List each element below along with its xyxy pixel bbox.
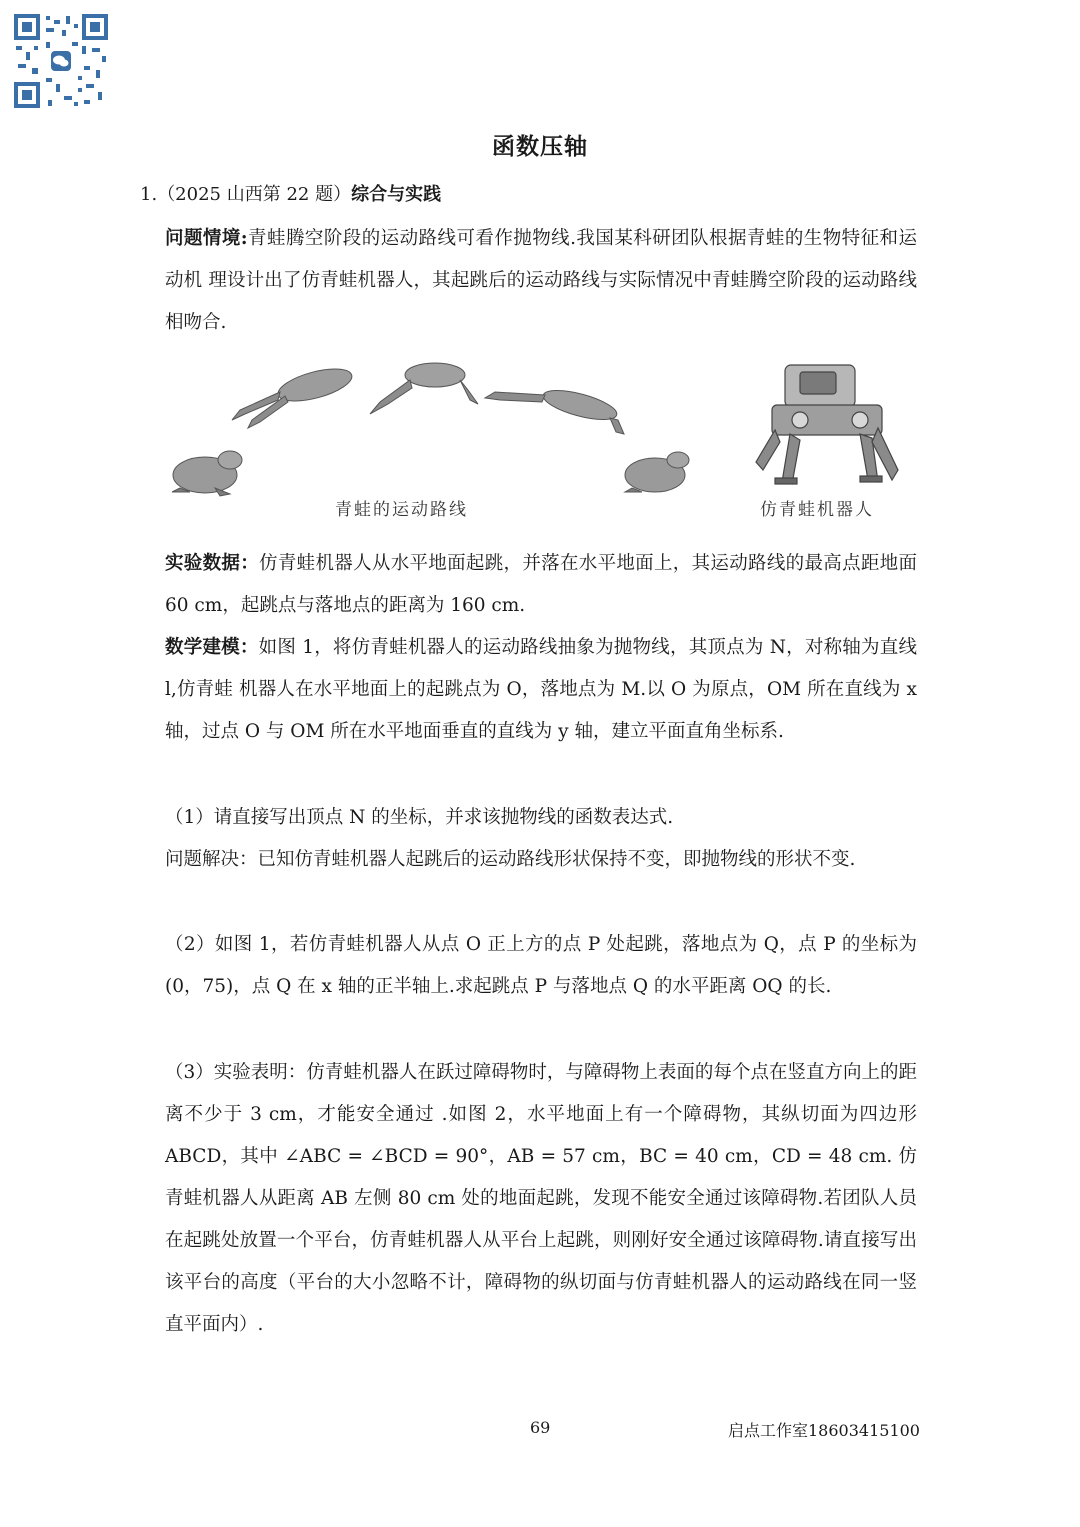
situation-label: 问题情境: [165,228,248,249]
situation-text: 青蛙腾空阶段的运动路线可看作抛物线.我国某科研团队根据青蛙的生物特征和运动机 理设计出了仿青蛙机器人，其起跳后的运动路线与实际情况中青蛙腾空阶段的运动路线相吻合. [165,228,917,333]
page-number: 69 [530,1418,551,1437]
figure-caption-frog: 青蛙的运动路线 [335,500,468,520]
frog-robot-figure [160,350,920,530]
modeling-paragraph [165,627,917,753]
modeling-text: 如图 1，将仿青蛙机器人的运动路线抽象为抛物线，其顶点为 N，对称轴为直线 l,仿青蛙 机器人在水平地面上的起跳点为 O，落地点为 M.以 O 为原点，OM 所在直线为 x 轴，过点 O 与 OM 所在水平地面垂直的直线为 y 轴，建立平面直角坐标系. [165,637,917,742]
situation-paragraph [165,218,917,344]
page-title: 函数压轴 [492,133,588,160]
robot-frog-icon [756,365,898,484]
figure-caption-robot: 仿青蛙机器人 [760,500,874,520]
problem-number: 1. [140,184,158,205]
modeling-label: 数学建模： [165,637,259,658]
question-2: （2）如图 1，若仿青蛙机器人从点 O 正上方的点 P 处起跳，落地点为 Q，点 P 的坐标为(0，75)，点 Q 在 x 轴的正半轴上.求起跳点 P 与落地点 Q 的水平距离 OQ 的长. [165,934,917,997]
resolve-paragraph: 问题解决：已知仿青蛙机器人起跳后的运动路线形状保持不变，即抛物线的形状不变. [165,849,856,870]
problem-header [140,180,441,210]
qr-code-image [12,12,110,110]
question-1: （1）请直接写出顶点 N 的坐标，并求该抛物线的函数表达式. [165,807,674,828]
studio-contact: 启点工作室18603415100 [728,1421,920,1440]
data-paragraph [165,543,917,627]
problem-source: （2025 山西第 22 题） [157,184,352,205]
question-3: （3）实验表明：仿青蛙机器人在跃过障碍物时，与障碍物上表面的每个点在竖直方向上的距离不少于 3 cm，才能安全通过 .如图 2，水平地面上有一个障碍物，其纵切面为四边形 ABCD，其中 ∠ABC = ∠BCD = 90°，AB = 57 cm，BC = 40 cm，CD = 48 cm. 仿青蛙机器人从距离 AB 左侧 80 cm 处的地面起跳，发现不能安全通过该障碍物.若团队人员在起跳处放置一个平台，仿青蛙机器人从平台上起跳，则刚好安全通过该障碍物.请直接写出该平台的高度（平台的大小忽略不计，障碍物的纵切面与仿青蛙机器人的运动路线在同一竖直平面内）. [165,1062,917,1335]
data-label: 实验数据： [165,553,260,574]
problem-heading: 综合与实践 [351,184,442,205]
data-text: 仿青蛙机器人从水平地面起跳，并落在水平地面上，其运动路线的最高点距地面 60 cm，起跳点与落地点的距离为 160 cm. [165,553,917,616]
